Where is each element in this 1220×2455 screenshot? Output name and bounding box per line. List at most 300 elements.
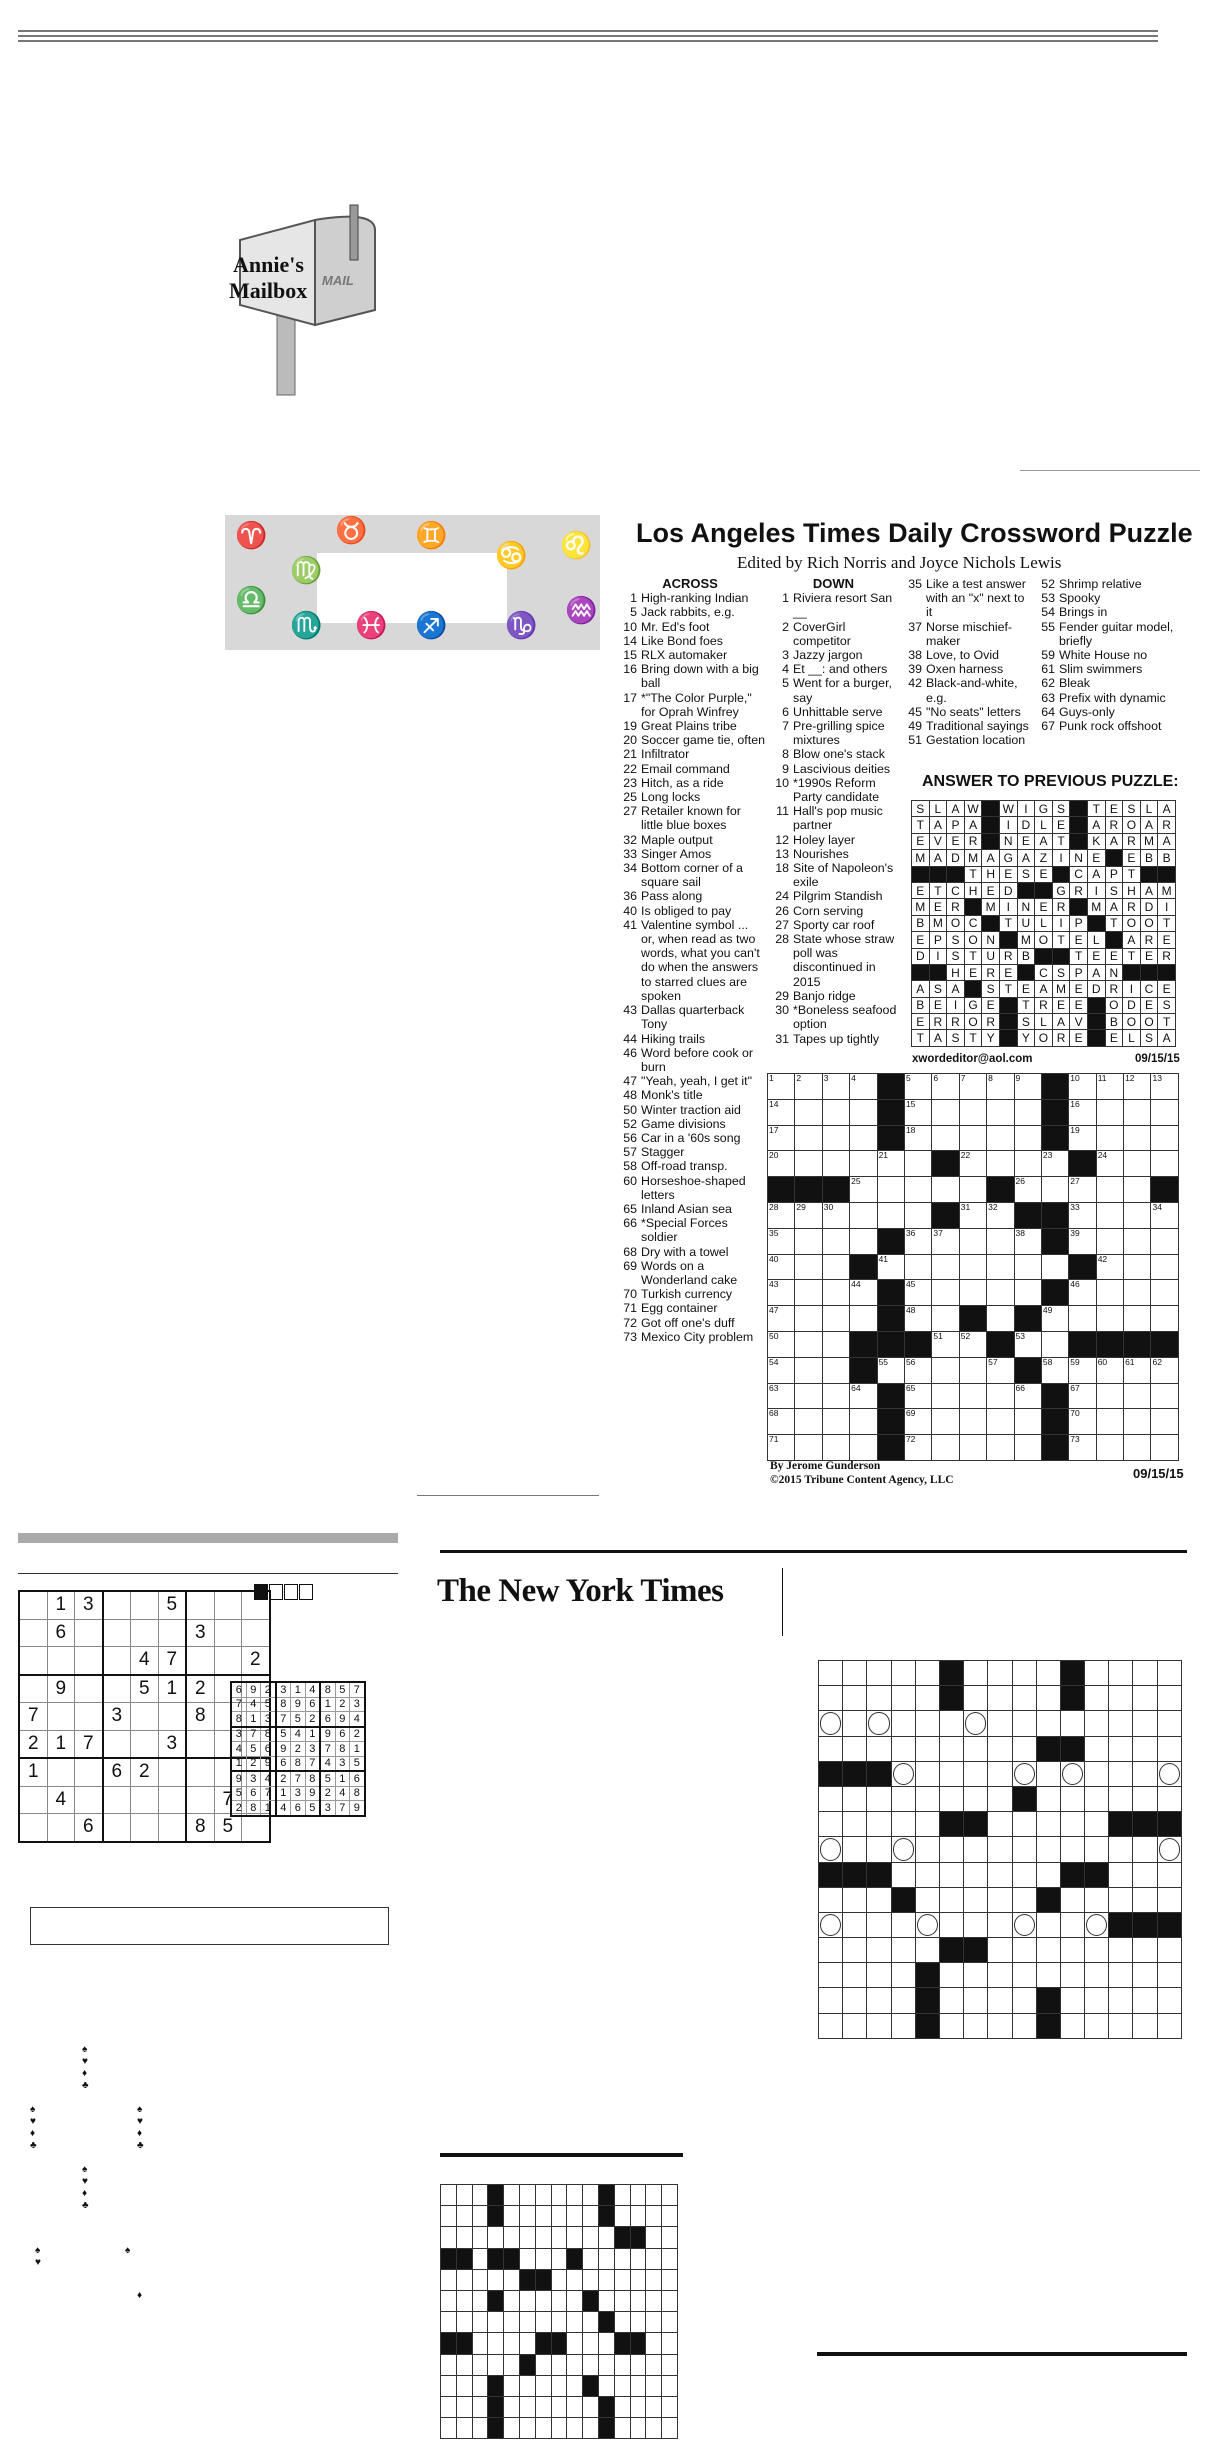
grid-cell[interactable] bbox=[504, 2312, 520, 2333]
sudoku-cell[interactable] bbox=[242, 1814, 270, 1842]
grid-cell[interactable] bbox=[964, 1862, 988, 1887]
grid-cell[interactable] bbox=[891, 1812, 915, 1837]
grid-cell[interactable] bbox=[1014, 1099, 1041, 1125]
grid-cell[interactable] bbox=[867, 2013, 891, 2038]
sudoku-cell[interactable] bbox=[75, 1758, 103, 1786]
grid-cell[interactable] bbox=[959, 1177, 986, 1203]
grid-cell[interactable] bbox=[939, 1963, 963, 1988]
grid-cell[interactable] bbox=[959, 1151, 986, 1177]
grid-cell[interactable] bbox=[795, 1280, 822, 1306]
grid-cell[interactable] bbox=[535, 2248, 551, 2269]
sudoku-cell[interactable] bbox=[19, 1619, 47, 1647]
grid-cell[interactable] bbox=[822, 1099, 849, 1125]
grid-cell[interactable] bbox=[1069, 1409, 1096, 1435]
grid-cell[interactable] bbox=[1085, 1988, 1109, 2013]
grid-cell[interactable] bbox=[843, 1786, 867, 1811]
grid-cell[interactable] bbox=[504, 2418, 520, 2439]
grid-cell[interactable] bbox=[1069, 1125, 1096, 1151]
grid-cell[interactable] bbox=[519, 2333, 535, 2354]
grid-cell[interactable] bbox=[1085, 1963, 1109, 1988]
grid-cell[interactable] bbox=[915, 1938, 939, 1963]
grid-cell[interactable] bbox=[1060, 1761, 1084, 1786]
grid-cell[interactable] bbox=[1133, 1862, 1157, 1887]
grid-cell[interactable] bbox=[932, 1254, 959, 1280]
nyt-crossword-grid[interactable] bbox=[818, 1660, 1182, 2039]
grid-cell[interactable] bbox=[630, 2290, 646, 2311]
grid-cell[interactable] bbox=[891, 1661, 915, 1686]
grid-cell[interactable] bbox=[819, 1661, 843, 1686]
grid-cell[interactable] bbox=[1012, 1912, 1036, 1937]
mini-crossword-grid[interactable] bbox=[440, 2184, 678, 2439]
grid-cell[interactable] bbox=[987, 1151, 1014, 1177]
grid-cell[interactable] bbox=[1157, 1661, 1181, 1686]
grid-cell[interactable] bbox=[456, 2354, 472, 2375]
grid-cell[interactable] bbox=[1124, 1409, 1151, 1435]
grid-cell[interactable] bbox=[819, 1963, 843, 1988]
grid-cell[interactable] bbox=[1124, 1435, 1151, 1461]
grid-cell[interactable] bbox=[1157, 2013, 1181, 2038]
grid-cell[interactable] bbox=[867, 1711, 891, 1736]
grid-cell[interactable] bbox=[567, 2290, 583, 2311]
grid-cell[interactable] bbox=[567, 2206, 583, 2227]
grid-cell[interactable] bbox=[1041, 1254, 1068, 1280]
grid-cell[interactable] bbox=[472, 2290, 488, 2311]
grid-cell[interactable] bbox=[768, 1383, 795, 1409]
grid-cell[interactable] bbox=[1069, 1383, 1096, 1409]
grid-cell[interactable] bbox=[551, 2206, 567, 2227]
grid-cell[interactable] bbox=[1133, 1761, 1157, 1786]
grid-cell[interactable] bbox=[472, 2333, 488, 2354]
grid-cell[interactable] bbox=[932, 1280, 959, 1306]
grid-cell[interactable] bbox=[488, 2269, 504, 2290]
grid-cell[interactable] bbox=[877, 1177, 904, 1203]
grid-cell[interactable] bbox=[988, 1988, 1012, 2013]
grid-cell[interactable] bbox=[1096, 1409, 1123, 1435]
grid-cell[interactable] bbox=[1069, 1177, 1096, 1203]
grid-cell[interactable] bbox=[1085, 1736, 1109, 1761]
grid-cell[interactable] bbox=[1060, 1711, 1084, 1736]
sudoku-cell[interactable] bbox=[158, 1758, 186, 1786]
grid-cell[interactable] bbox=[768, 1125, 795, 1151]
grid-cell[interactable] bbox=[1157, 1862, 1181, 1887]
grid-cell[interactable] bbox=[1060, 1837, 1084, 1862]
grid-cell[interactable] bbox=[768, 1357, 795, 1383]
grid-cell[interactable] bbox=[1036, 1761, 1060, 1786]
grid-cell[interactable] bbox=[662, 2269, 678, 2290]
grid-cell[interactable] bbox=[904, 1151, 931, 1177]
grid-cell[interactable] bbox=[904, 1074, 931, 1100]
grid-cell[interactable] bbox=[551, 2396, 567, 2417]
grid-cell[interactable] bbox=[614, 2269, 630, 2290]
sudoku-cell[interactable] bbox=[131, 1786, 159, 1814]
grid-cell[interactable] bbox=[867, 1938, 891, 1963]
grid-cell[interactable] bbox=[843, 1988, 867, 2013]
grid-cell[interactable] bbox=[964, 1988, 988, 2013]
sudoku-cell[interactable] bbox=[214, 1619, 242, 1647]
grid-cell[interactable] bbox=[795, 1202, 822, 1228]
sudoku-cell[interactable] bbox=[103, 1730, 131, 1758]
grid-cell[interactable] bbox=[1085, 1912, 1109, 1937]
grid-cell[interactable] bbox=[891, 1686, 915, 1711]
grid-cell[interactable] bbox=[891, 1736, 915, 1761]
sudoku-cell[interactable] bbox=[103, 1619, 131, 1647]
grid-cell[interactable] bbox=[964, 2013, 988, 2038]
grid-cell[interactable] bbox=[959, 1125, 986, 1151]
grid-cell[interactable] bbox=[939, 1711, 963, 1736]
grid-cell[interactable] bbox=[662, 2375, 678, 2396]
grid-cell[interactable] bbox=[519, 2312, 535, 2333]
grid-cell[interactable] bbox=[1014, 1331, 1041, 1357]
grid-cell[interactable] bbox=[1069, 1228, 1096, 1254]
grid-cell[interactable] bbox=[819, 2013, 843, 2038]
grid-cell[interactable] bbox=[614, 2396, 630, 2417]
grid-cell[interactable] bbox=[1012, 1812, 1036, 1837]
grid-cell[interactable] bbox=[915, 1736, 939, 1761]
grid-cell[interactable] bbox=[915, 1837, 939, 1862]
sudoku-cell[interactable] bbox=[158, 1786, 186, 1814]
grid-cell[interactable] bbox=[519, 2396, 535, 2417]
grid-cell[interactable] bbox=[822, 1151, 849, 1177]
grid-cell[interactable] bbox=[987, 1125, 1014, 1151]
grid-cell[interactable] bbox=[1124, 1177, 1151, 1203]
sudoku-cell[interactable] bbox=[158, 1703, 186, 1731]
grid-cell[interactable] bbox=[939, 1786, 963, 1811]
grid-cell[interactable] bbox=[441, 2185, 457, 2206]
grid-cell[interactable] bbox=[1014, 1074, 1041, 1100]
grid-cell[interactable] bbox=[456, 2396, 472, 2417]
grid-cell[interactable] bbox=[567, 2185, 583, 2206]
grid-cell[interactable] bbox=[1014, 1177, 1041, 1203]
grid-cell[interactable] bbox=[1124, 1202, 1151, 1228]
grid-cell[interactable] bbox=[891, 1786, 915, 1811]
grid-cell[interactable] bbox=[819, 1988, 843, 2013]
grid-cell[interactable] bbox=[1036, 1661, 1060, 1686]
grid-cell[interactable] bbox=[1133, 1963, 1157, 1988]
grid-cell[interactable] bbox=[551, 2227, 567, 2248]
grid-cell[interactable] bbox=[1085, 2013, 1109, 2038]
grid-cell[interactable] bbox=[614, 2312, 630, 2333]
grid-cell[interactable] bbox=[441, 2206, 457, 2227]
grid-cell[interactable] bbox=[904, 1409, 931, 1435]
grid-cell[interactable] bbox=[519, 2227, 535, 2248]
grid-cell[interactable] bbox=[795, 1306, 822, 1332]
grid-cell[interactable] bbox=[959, 1435, 986, 1461]
grid-cell[interactable] bbox=[551, 2375, 567, 2396]
grid-cell[interactable] bbox=[850, 1435, 877, 1461]
grid-cell[interactable] bbox=[964, 1736, 988, 1761]
grid-cell[interactable] bbox=[583, 2206, 599, 2227]
grid-cell[interactable] bbox=[456, 2206, 472, 2227]
grid-cell[interactable] bbox=[456, 2290, 472, 2311]
sudoku-cell[interactable] bbox=[75, 1619, 103, 1647]
grid-cell[interactable] bbox=[959, 1280, 986, 1306]
grid-cell[interactable] bbox=[551, 2248, 567, 2269]
grid-cell[interactable] bbox=[662, 2185, 678, 2206]
grid-cell[interactable] bbox=[1109, 1862, 1133, 1887]
grid-cell[interactable] bbox=[1069, 1435, 1096, 1461]
grid-cell[interactable] bbox=[891, 1837, 915, 1862]
grid-cell[interactable] bbox=[795, 1357, 822, 1383]
grid-cell[interactable] bbox=[567, 2396, 583, 2417]
grid-cell[interactable] bbox=[1096, 1228, 1123, 1254]
sudoku-cell[interactable] bbox=[186, 1758, 214, 1786]
grid-cell[interactable] bbox=[867, 1786, 891, 1811]
grid-cell[interactable] bbox=[795, 1228, 822, 1254]
grid-cell[interactable] bbox=[1124, 1074, 1151, 1100]
grid-cell[interactable] bbox=[583, 2396, 599, 2417]
grid-cell[interactable] bbox=[456, 2185, 472, 2206]
grid-cell[interactable] bbox=[1096, 1099, 1123, 1125]
grid-cell[interactable] bbox=[1085, 1887, 1109, 1912]
grid-cell[interactable] bbox=[964, 1786, 988, 1811]
grid-cell[interactable] bbox=[1124, 1125, 1151, 1151]
grid-cell[interactable] bbox=[850, 1306, 877, 1332]
grid-cell[interactable] bbox=[1069, 1202, 1096, 1228]
grid-cell[interactable] bbox=[819, 1837, 843, 1862]
grid-cell[interactable] bbox=[768, 1099, 795, 1125]
grid-cell[interactable] bbox=[867, 1988, 891, 2013]
grid-cell[interactable] bbox=[472, 2269, 488, 2290]
grid-cell[interactable] bbox=[583, 2227, 599, 2248]
grid-cell[interactable] bbox=[915, 1686, 939, 1711]
grid-cell[interactable] bbox=[939, 1912, 963, 1937]
grid-cell[interactable] bbox=[1096, 1125, 1123, 1151]
grid-cell[interactable] bbox=[987, 1435, 1014, 1461]
grid-cell[interactable] bbox=[987, 1074, 1014, 1100]
grid-cell[interactable] bbox=[795, 1409, 822, 1435]
sudoku-cell[interactable] bbox=[186, 1730, 214, 1758]
grid-cell[interactable] bbox=[1014, 1254, 1041, 1280]
grid-cell[interactable] bbox=[904, 1125, 931, 1151]
grid-cell[interactable] bbox=[1085, 1686, 1109, 1711]
grid-cell[interactable] bbox=[1133, 1988, 1157, 2013]
grid-cell[interactable] bbox=[1133, 1786, 1157, 1811]
grid-cell[interactable] bbox=[987, 1202, 1014, 1228]
grid-cell[interactable] bbox=[1014, 1228, 1041, 1254]
grid-cell[interactable] bbox=[614, 2418, 630, 2439]
grid-cell[interactable] bbox=[1014, 1383, 1041, 1409]
grid-cell[interactable] bbox=[583, 2185, 599, 2206]
grid-cell[interactable] bbox=[939, 1887, 963, 1912]
grid-cell[interactable] bbox=[1060, 1887, 1084, 1912]
grid-cell[interactable] bbox=[1036, 1686, 1060, 1711]
grid-cell[interactable] bbox=[959, 1074, 986, 1100]
grid-cell[interactable] bbox=[1012, 2013, 1036, 2038]
grid-cell[interactable] bbox=[1109, 1736, 1133, 1761]
sudoku-cell[interactable] bbox=[186, 1647, 214, 1675]
grid-cell[interactable] bbox=[646, 2227, 662, 2248]
grid-cell[interactable] bbox=[1151, 1228, 1178, 1254]
grid-cell[interactable] bbox=[1151, 1202, 1178, 1228]
grid-cell[interactable] bbox=[988, 1938, 1012, 1963]
grid-cell[interactable] bbox=[567, 2375, 583, 2396]
grid-cell[interactable] bbox=[441, 2418, 457, 2439]
grid-cell[interactable] bbox=[1041, 1331, 1068, 1357]
grid-cell[interactable] bbox=[843, 1736, 867, 1761]
grid-cell[interactable] bbox=[598, 2290, 614, 2311]
grid-cell[interactable] bbox=[768, 1228, 795, 1254]
grid-cell[interactable] bbox=[1157, 1887, 1181, 1912]
grid-cell[interactable] bbox=[551, 2290, 567, 2311]
grid-cell[interactable] bbox=[843, 1711, 867, 1736]
grid-cell[interactable] bbox=[472, 2418, 488, 2439]
grid-cell[interactable] bbox=[504, 2206, 520, 2227]
sudoku-cell[interactable] bbox=[19, 1591, 47, 1619]
grid-cell[interactable] bbox=[904, 1383, 931, 1409]
grid-cell[interactable] bbox=[1157, 1736, 1181, 1761]
grid-cell[interactable] bbox=[932, 1177, 959, 1203]
grid-cell[interactable] bbox=[932, 1125, 959, 1151]
grid-cell[interactable] bbox=[1014, 1435, 1041, 1461]
grid-cell[interactable] bbox=[598, 2375, 614, 2396]
grid-cell[interactable] bbox=[850, 1074, 877, 1100]
grid-cell[interactable] bbox=[1036, 1837, 1060, 1862]
grid-cell[interactable] bbox=[535, 2312, 551, 2333]
grid-cell[interactable] bbox=[646, 2396, 662, 2417]
grid-cell[interactable] bbox=[932, 1099, 959, 1125]
grid-cell[interactable] bbox=[1060, 1988, 1084, 2013]
grid-cell[interactable] bbox=[472, 2354, 488, 2375]
grid-cell[interactable] bbox=[1124, 1151, 1151, 1177]
grid-cell[interactable] bbox=[1109, 1963, 1133, 1988]
grid-cell[interactable] bbox=[598, 2269, 614, 2290]
grid-cell[interactable] bbox=[551, 2418, 567, 2439]
grid-cell[interactable] bbox=[1014, 1151, 1041, 1177]
grid-cell[interactable] bbox=[891, 2013, 915, 2038]
grid-cell[interactable] bbox=[988, 1912, 1012, 1937]
grid-cell[interactable] bbox=[1036, 1786, 1060, 1811]
grid-cell[interactable] bbox=[1151, 1280, 1178, 1306]
grid-cell[interactable] bbox=[988, 1786, 1012, 1811]
sudoku-cell[interactable] bbox=[131, 1591, 159, 1619]
grid-cell[interactable] bbox=[1109, 1988, 1133, 2013]
grid-cell[interactable] bbox=[915, 1711, 939, 1736]
grid-cell[interactable] bbox=[456, 2375, 472, 2396]
sudoku-cell[interactable] bbox=[103, 1786, 131, 1814]
grid-cell[interactable] bbox=[768, 1280, 795, 1306]
grid-cell[interactable] bbox=[614, 2248, 630, 2269]
grid-cell[interactable] bbox=[1085, 1711, 1109, 1736]
grid-cell[interactable] bbox=[915, 1862, 939, 1887]
grid-cell[interactable] bbox=[932, 1306, 959, 1332]
grid-cell[interactable] bbox=[964, 1661, 988, 1686]
grid-cell[interactable] bbox=[598, 2227, 614, 2248]
grid-cell[interactable] bbox=[662, 2333, 678, 2354]
grid-cell[interactable] bbox=[1060, 1912, 1084, 1937]
grid-cell[interactable] bbox=[630, 2312, 646, 2333]
grid-cell[interactable] bbox=[1069, 1099, 1096, 1125]
grid-cell[interactable] bbox=[1109, 1837, 1133, 1862]
grid-cell[interactable] bbox=[939, 1862, 963, 1887]
grid-cell[interactable] bbox=[1133, 2013, 1157, 2038]
grid-cell[interactable] bbox=[519, 2290, 535, 2311]
grid-cell[interactable] bbox=[822, 1125, 849, 1151]
grid-cell[interactable] bbox=[822, 1383, 849, 1409]
grid-cell[interactable] bbox=[843, 1963, 867, 1988]
grid-cell[interactable] bbox=[904, 1177, 931, 1203]
grid-cell[interactable] bbox=[646, 2375, 662, 2396]
grid-cell[interactable] bbox=[1109, 1686, 1133, 1711]
grid-cell[interactable] bbox=[1096, 1151, 1123, 1177]
sudoku-cell[interactable] bbox=[47, 1814, 75, 1842]
grid-cell[interactable] bbox=[959, 1409, 986, 1435]
grid-cell[interactable] bbox=[915, 1812, 939, 1837]
grid-cell[interactable] bbox=[964, 1837, 988, 1862]
crossword-grid[interactable] bbox=[767, 1073, 1179, 1461]
grid-cell[interactable] bbox=[1060, 2013, 1084, 2038]
sudoku-cell[interactable] bbox=[19, 1814, 47, 1842]
grid-cell[interactable] bbox=[843, 1887, 867, 1912]
grid-cell[interactable] bbox=[488, 2354, 504, 2375]
grid-cell[interactable] bbox=[1012, 1736, 1036, 1761]
grid-cell[interactable] bbox=[1085, 1786, 1109, 1811]
grid-cell[interactable] bbox=[822, 1254, 849, 1280]
grid-cell[interactable] bbox=[915, 1912, 939, 1937]
grid-cell[interactable] bbox=[1133, 1686, 1157, 1711]
grid-cell[interactable] bbox=[630, 2396, 646, 2417]
grid-cell[interactable] bbox=[904, 1099, 931, 1125]
grid-cell[interactable] bbox=[964, 1711, 988, 1736]
grid-cell[interactable] bbox=[877, 1357, 904, 1383]
grid-cell[interactable] bbox=[850, 1202, 877, 1228]
grid-cell[interactable] bbox=[535, 2418, 551, 2439]
sudoku-cell[interactable] bbox=[103, 1814, 131, 1842]
grid-cell[interactable] bbox=[1085, 1837, 1109, 1862]
grid-cell[interactable] bbox=[795, 1331, 822, 1357]
grid-cell[interactable] bbox=[598, 2333, 614, 2354]
grid-cell[interactable] bbox=[988, 1661, 1012, 1686]
grid-cell[interactable] bbox=[662, 2227, 678, 2248]
grid-cell[interactable] bbox=[1036, 1963, 1060, 1988]
grid-cell[interactable] bbox=[819, 1912, 843, 1937]
grid-cell[interactable] bbox=[1109, 1938, 1133, 1963]
grid-cell[interactable] bbox=[1069, 1306, 1096, 1332]
grid-cell[interactable] bbox=[768, 1435, 795, 1461]
grid-cell[interactable] bbox=[583, 2248, 599, 2269]
grid-cell[interactable] bbox=[987, 1409, 1014, 1435]
grid-cell[interactable] bbox=[819, 1812, 843, 1837]
grid-cell[interactable] bbox=[932, 1435, 959, 1461]
grid-cell[interactable] bbox=[959, 1254, 986, 1280]
grid-cell[interactable] bbox=[904, 1228, 931, 1254]
grid-cell[interactable] bbox=[904, 1435, 931, 1461]
sudoku-cell[interactable] bbox=[186, 1786, 214, 1814]
grid-cell[interactable] bbox=[1157, 1786, 1181, 1811]
grid-cell[interactable] bbox=[1036, 1862, 1060, 1887]
sudoku-cell[interactable] bbox=[103, 1591, 131, 1619]
grid-cell[interactable] bbox=[891, 1963, 915, 1988]
grid-cell[interactable] bbox=[891, 1912, 915, 1937]
grid-cell[interactable] bbox=[822, 1074, 849, 1100]
grid-cell[interactable] bbox=[1151, 1099, 1178, 1125]
grid-cell[interactable] bbox=[891, 1711, 915, 1736]
grid-cell[interactable] bbox=[1124, 1099, 1151, 1125]
grid-cell[interactable] bbox=[1041, 1177, 1068, 1203]
grid-cell[interactable] bbox=[1157, 1686, 1181, 1711]
grid-cell[interactable] bbox=[1012, 1938, 1036, 1963]
grid-cell[interactable] bbox=[1014, 1409, 1041, 1435]
sudoku-cell[interactable] bbox=[47, 1647, 75, 1675]
grid-cell[interactable] bbox=[932, 1409, 959, 1435]
grid-cell[interactable] bbox=[583, 2312, 599, 2333]
grid-cell[interactable] bbox=[1157, 1761, 1181, 1786]
grid-cell[interactable] bbox=[843, 1912, 867, 1937]
grid-cell[interactable] bbox=[1096, 1202, 1123, 1228]
grid-cell[interactable] bbox=[939, 1837, 963, 1862]
grid-cell[interactable] bbox=[456, 2269, 472, 2290]
grid-cell[interactable] bbox=[1014, 1125, 1041, 1151]
grid-cell[interactable] bbox=[1109, 1661, 1133, 1686]
